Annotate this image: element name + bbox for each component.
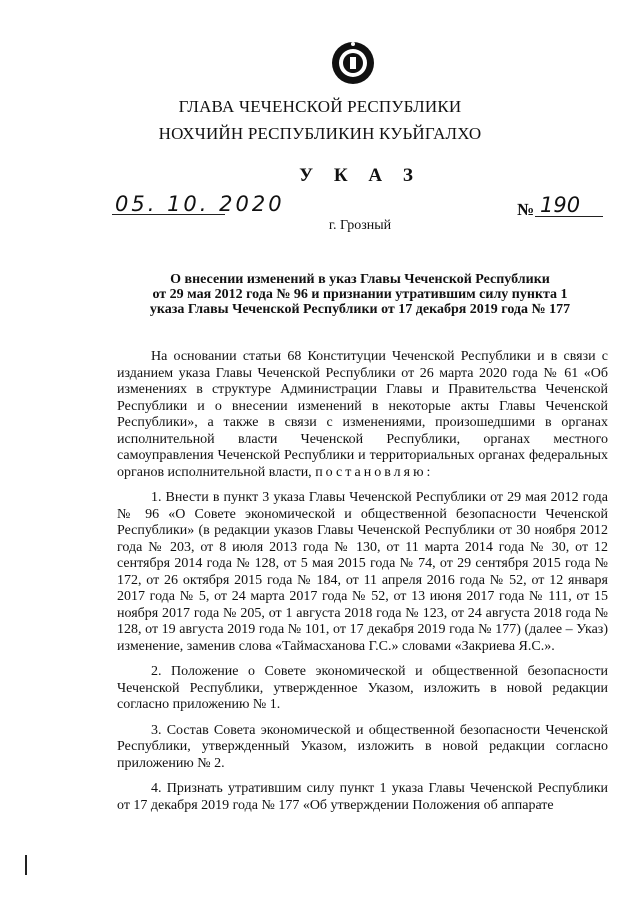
title-line-1: О внесении изменений в указ Главы Чеченской Республики xyxy=(170,272,550,287)
item-4: 4. Признать утратившим силу пункт 1 указа Главы Чеченской Республики от 17 декабря 2019 года № 177 «Об утверждении Положения об аппарате xyxy=(117,781,608,813)
decree-title xyxy=(120,272,600,317)
city: г. Грозный xyxy=(328,218,392,233)
item-3: 3. Состав Совета экономической и общественной безопасности Чеченской Республики, утвержденный Указом, изложить в новой редакции согласно приложению № 2. xyxy=(117,722,608,771)
decree-body xyxy=(117,349,608,823)
title-line-3: указа Главы Чеченской Республики от 17 декабря 2019 года № 177 xyxy=(149,302,571,317)
preamble-text: На основании статьи 68 Конституции Чеченской Республики и в связи с изданием указа Главы Чеченской Республики от 26 марта 2020 года № 61 «Об изменениях в структуре Администрации Главы и Правительства Чеченской Республики и о внесении изменений в некоторые акты Главы Чеченской Республики», а также в связи с изменениями, произошедшими в органах исполнительной власти Чеченской Республики, органах местного самоуправления Чеченской Республики и территориальных органах федеральных органов исполнительной власти, xyxy=(117,349,608,480)
handwritten-date: 05. 10. 2020 xyxy=(115,192,285,216)
document-type: У К А З xyxy=(299,165,421,186)
decree-word: постановляю: xyxy=(315,464,434,480)
chechen-republic-emblem-icon xyxy=(330,40,376,86)
number-label: № xyxy=(517,200,535,219)
margin-mark xyxy=(25,855,27,875)
handwritten-number: 190 xyxy=(540,193,581,217)
preamble-paragraph xyxy=(117,349,608,481)
item-1: 1. Внести в пункт 3 указа Главы Чеченской Республики от 29 мая 2012 года № 96 «О Совете экономической и общественной безопасности Чеченской Республики» (в редакции указов Главы Чеченской Республики от 30 ноября 2012 года № 203, от 8 июля 2013 года № 130, от 11 марта 2014 года № 30, от 12 сентября 2014 года № 128, от 5 мая 2015 года № 74, от 29 сентября 2015 года № 172, от 26 октября 2015 года № 184, от 11 апреля 2016 года № 52, от 12 января 2017 года № 5, от 24 марта 2017 года № 52, от 13 июня 2017 года № 111, от 15 ноября 2017 года № 205, от 1 августа 2018 года № 123, от 24 августа 2018 года № 128, от 19 августа 2019 года № 101, от 17 декабря 2019 года № 177) (далее – Указ) изменение, заменив слова «Таймасханова Г.С.» словами «Закриева Я.С.». xyxy=(117,490,608,654)
number-underline xyxy=(535,216,603,217)
header-line-2: НОХЧИЙН РЕСПУБЛИКИН КУЬЙГАЛХО xyxy=(158,124,482,143)
title-line-2: от 29 мая 2012 года № 96 и признании утратившим силу пункта 1 xyxy=(152,287,568,302)
date-underline xyxy=(112,214,225,215)
header-line-1: ГЛАВА ЧЕЧЕНСКОЙ РЕСПУБЛИКИ xyxy=(178,97,462,116)
item-2: 2. Положение о Совете экономической и общественной безопасности Чеченской Республики, утвержденное Указом, изложить в новой редакции согласно приложению № 1. xyxy=(117,664,608,712)
